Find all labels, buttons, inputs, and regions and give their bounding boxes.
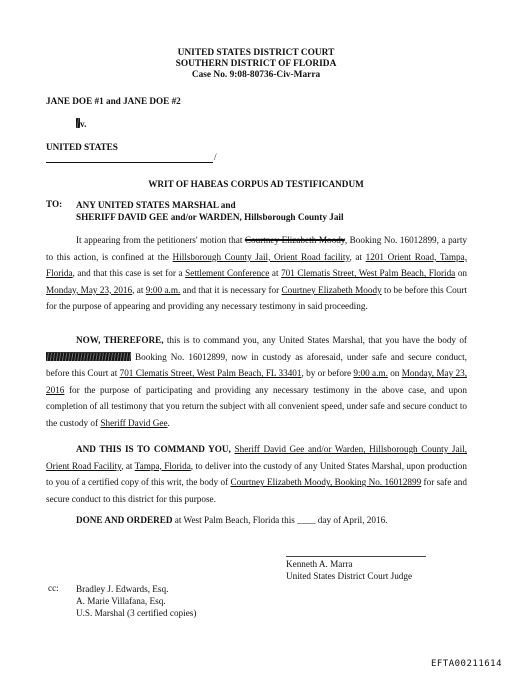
cc-list xyxy=(76,583,196,619)
appearance-time: 9:00 a.m. xyxy=(353,368,388,379)
court-name: UNITED STATES DISTRICT COURT xyxy=(177,48,335,58)
paragraph-1: It appearing from the petitioners' motion that Courtney Elizabeth Moody, Booking No. 16012899, a party to this action, is confined at the Hillsborough County Jail, Orient Road facility, at 1201 Orient Road, Tampa, Florida, and that this case is set for a Settlement Conference at 701 Clematis Street, West Palm Beach, Florida on Monday, May 23, 2016, at 9:00 a.m. and that it is necessary for Courtney Elizabeth Moody to be before this Court for the purpose of appearing and providing any necessary testimony in said proceeding. xyxy=(46,235,468,312)
judge-name: Kenneth A. Marra xyxy=(286,559,353,569)
command-lead: AND THIS IS TO COMMAND YOU, xyxy=(76,444,231,454)
paragraph-3: AND THIS IS TO COMMAND YOU, Sheriff David Gee and/or Warden, Hillsborough County Jail, Orient Road Facility, at Tampa, Florida, to deliver into the custody of any United States Marshal, upon production to you of a certified copy of this writ, the body of Courtney Elizabeth Moody, Booking No. 16012899 for safe and secure conduct to this district for this purpose. xyxy=(46,444,467,504)
judge-title: United States District Court Judge xyxy=(286,571,413,581)
court-address: 701 Clematis Street, West Palm Beach, FL 33401 xyxy=(119,368,302,379)
facility: Hillsborough County Jail, Orient Road facility xyxy=(172,251,350,262)
caption-line xyxy=(46,162,213,163)
redaction-bar xyxy=(46,352,131,361)
custodian: Sheriff David Gee xyxy=(100,417,168,428)
defendant: UNITED STATES xyxy=(46,142,118,152)
cc-recipient: Bradley J. Edwards, Esq. xyxy=(76,584,169,594)
cc-recipient: A. Marie Villafana, Esq. xyxy=(76,596,166,606)
cc-recipient: U.S. Marshal (3 certified copies) xyxy=(76,608,197,618)
event-date: Monday, May 23, 2016 xyxy=(46,284,133,295)
cc-label: cc: xyxy=(48,583,59,593)
day-blank: ____ xyxy=(297,515,316,525)
custodian-city: Tampa, Florida xyxy=(134,460,191,471)
to-line-2: SHERIFF DAVID GEE and/or WARDEN, Hillsborough County Jail xyxy=(76,212,344,222)
court-district: SOUTHERN DISTRICT OF FLORIDA xyxy=(175,59,337,69)
court-heading xyxy=(0,48,512,81)
paragraph-2: NOW, THEREFORE, this is to command you, any United States Marshal, that you have the body of Booking No. 16012899, now in custody as aforesaid, under safe and secure conduct, before this Court at 701 Clematis Street, West Palm Beach, FL 33401, by or before 9:00 a.m. on Monday, May 23, 2016 for the purpose of participating and providing any necessary testimony in the above case, and upon completion of all testimony that you return the subject with all convenient speed, under safe and secure conduct to the custody of Sheriff David Gee. xyxy=(46,335,468,428)
struck-name: Courtney Elizabeth Moody xyxy=(244,235,345,245)
subject-name: Courtney Elizabeth Moody xyxy=(281,284,382,295)
subject-booking: Courtney Elizabeth Moody, Booking No. 16012899 xyxy=(230,477,422,488)
event-name: Settlement Conference xyxy=(185,268,270,279)
case-number: Case No. 9:08-80736-Civ-Marra xyxy=(191,70,321,80)
event-time: 9:00 a.m. xyxy=(145,284,181,295)
appearance-date: Monday, May 23, 2016 xyxy=(46,368,468,395)
to-label: TO: xyxy=(46,199,63,209)
plaintiffs: JANE DOE #1 and JANE DOE #2 xyxy=(46,96,181,106)
to-line-1: ANY UNITED STATES MARSHAL and xyxy=(76,200,236,210)
signature-block xyxy=(286,558,412,582)
paragraph-4: DONE AND ORDERED at West Palm Beach, Florida this ____ day of April, 2016. xyxy=(76,515,388,525)
event-place: 701 Clematis Street, West Palm Beach, Florida xyxy=(281,268,456,279)
done-and-ordered: DONE AND ORDERED xyxy=(76,515,173,525)
writ-title: WRIT OF HABEAS CORPUS AD TESTIFICANDUM xyxy=(148,179,364,189)
now-therefore: NOW, THEREFORE, xyxy=(76,335,164,345)
document-id: EFTA00211614 xyxy=(430,659,502,669)
facility-address: 1201 Orient Road, Tampa, Florida xyxy=(46,251,467,279)
caption-slash: / xyxy=(214,152,217,162)
custodian-full: Sheriff David Gee and/or Warden, Hillsborough County Jail, Orient Road Facility xyxy=(46,444,467,471)
signature-line xyxy=(286,556,426,557)
to-addressees xyxy=(76,199,344,223)
versus: v. xyxy=(76,118,86,129)
